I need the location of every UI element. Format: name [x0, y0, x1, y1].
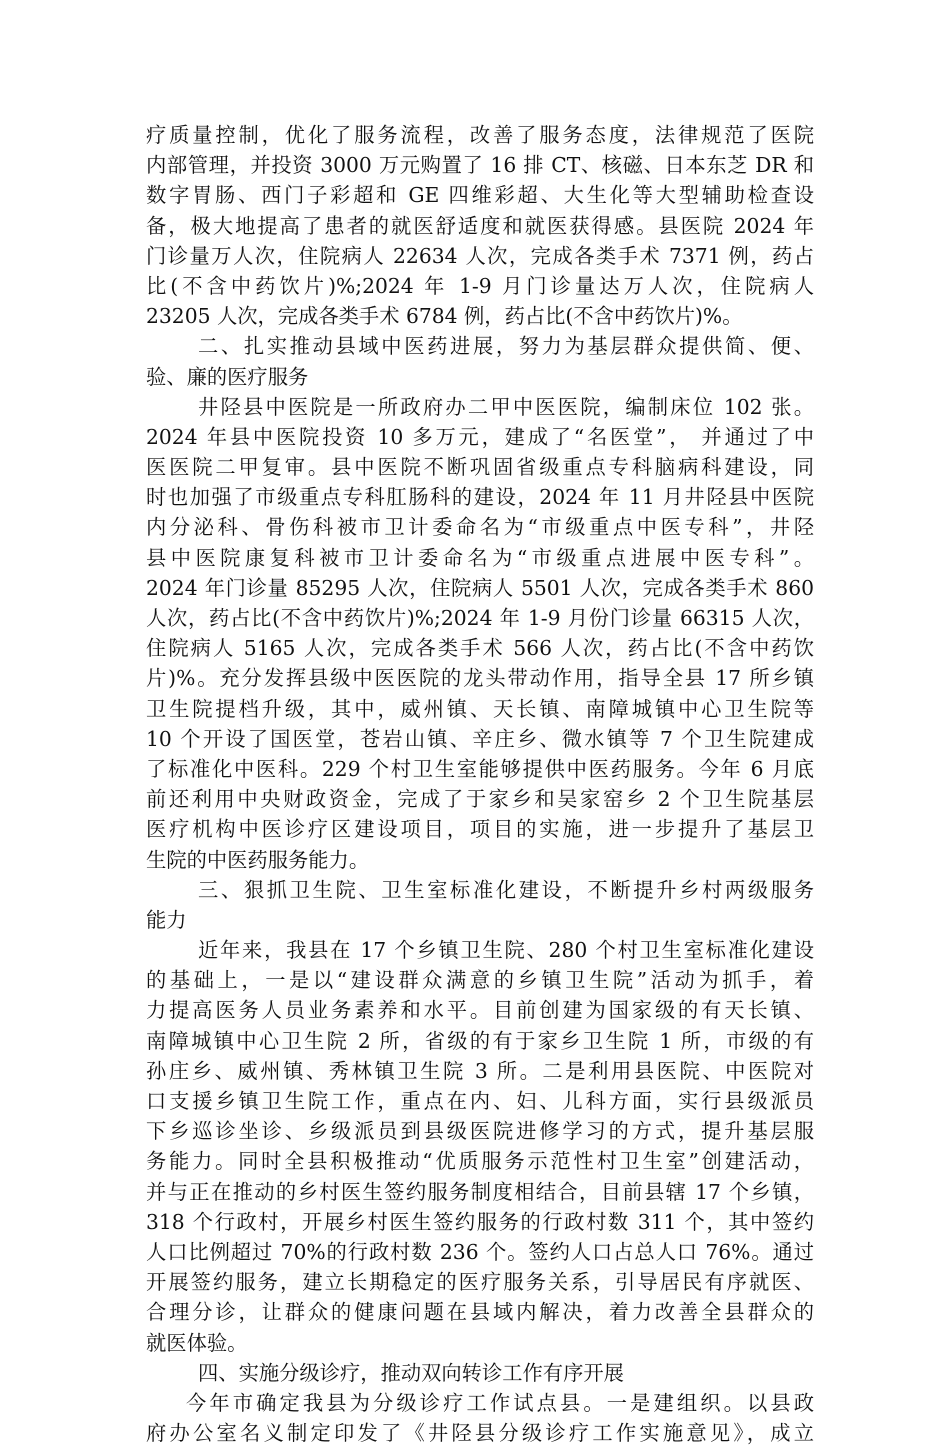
- text-line: 下乡巡诊坐诊、乡级派员到县级医院进修学习的方式，提升基层服: [146, 1119, 814, 1144]
- text-line: 23205 人次，完成各类手术 6784 例，药占比(不含中药饮片)%。: [146, 304, 743, 329]
- text-line: 了标准化中医科。229 个村卫生室能够提供中医药服务。今年 6 月底: [146, 756, 814, 781]
- heading-line: 三、狠抓卫生院、卫生室标准化建设，不断提升乡村两级服务: [198, 877, 814, 902]
- text-line: 10 个开设了国医堂，苍岩山镇、辛庄乡、微水镇等 7 个卫生院建成: [146, 726, 814, 751]
- text-line: 备，极大地提高了患者的就医舒适度和就医获得感。县医院 2024 年: [146, 213, 814, 238]
- text-line: 片)%。充分发挥县级中医医院的龙头带动作用，指导全县 17 所乡镇: [146, 666, 814, 691]
- text-line: 前还利用中央财政资金，完成了于家乡和吴家窑乡 2 个卫生院基层: [146, 787, 814, 812]
- text-line: 比(不含中药饮片)%;2024 年 1-9 月门诊量达万人次，住院病人: [146, 273, 814, 298]
- tcm-hospital-paragraph: [146, 392, 814, 875]
- text-line: 318 个行政村，开展乡村医生签约服务的行政村数 311 个，其中签约: [146, 1209, 814, 1234]
- text-line: 疗质量控制，优化了服务流程，改善了服务态度，法律规范了医院: [146, 123, 814, 147]
- standardization-paragraph: [146, 935, 814, 1358]
- heading-line: 四、实施分级诊疗，推动双向转诊工作有序开展: [198, 1360, 624, 1385]
- heading-line: 验、廉的医疗服务: [146, 364, 309, 389]
- text-line: 并与正在推动的乡村医生签约服务制度相结合，目前县辖 17 个乡镇，: [146, 1179, 814, 1204]
- tiered-diagnosis-paragraph: [146, 1388, 814, 1448]
- text-line: 住院病人 5165 人次，完成各类手术 566 人次，药占比(不含中药饮: [146, 636, 814, 661]
- text-line: 府办公室名义制定印发了《井陉县分级诊疗工作实施意见》，成立: [146, 1421, 814, 1446]
- section-heading-2: [146, 331, 814, 391]
- text-line: 开展签约服务，建立长期稳定的医疗服务关系，引导居民有序就医、: [146, 1270, 814, 1295]
- text-line: 口支援乡镇卫生院工作，重点在内、妇、儿科方面，实行县级派员: [146, 1089, 814, 1113]
- text-line: 内部管理，并投资 3000 万元购置了 16 排 CT、核磁、日本东芝 DR 和: [146, 153, 814, 178]
- text-line: 的基础上，一是以“建设群众满意的乡镇卫生院”活动为抓手，着: [146, 968, 814, 993]
- text-line: 力提高医务人员业务素养和水平。目前创建为国家级的有天长镇、: [146, 998, 814, 1023]
- text-line: 门诊量万人次，住院病人 22634 人次，完成各类手术 7371 例，药占: [146, 243, 814, 268]
- text-line: 时也加强了市级重点专科肛肠科的建设，2024 年 11 月井陉县中医院: [146, 485, 814, 510]
- continued-paragraph: [146, 120, 814, 331]
- text-line: 2024 年门诊量 85295 人次，住院病人 5501 人次，完成各类手术 860: [146, 575, 814, 600]
- text-line: 内分泌科、骨伤科被市卫计委命名为“市级重点中医专科”，井陉: [146, 515, 814, 540]
- text-line: 生院的中医药服务能力。: [146, 847, 370, 872]
- text-line: 合理分诊，让群众的健康问题在县域内解决，着力改善全县群众的: [146, 1300, 814, 1325]
- text-line: 卫生院提档升级，其中，威州镇、天长镇、南障城镇中心卫生院等: [146, 696, 814, 721]
- text-line: 医疗机构中医诊疗区建设项目，项目的实施，进一步提升了基层卫: [146, 817, 814, 842]
- heading-line: 二、扎实推动县域中医药进展，努力为基层群众提供简、便、: [198, 334, 814, 359]
- text-line: 孙庄乡、威州镇、秀林镇卫生院 3 所。二是利用县医院、中医院对: [146, 1058, 814, 1083]
- text-line: 人次，药占比(不含中药饮片)%;2024 年 1-9 月份门诊量 66315 人次，: [146, 606, 814, 630]
- text-line: 井陉县中医院是一所政府办二甲中医医院，编制床位 102 张。: [198, 394, 814, 419]
- text-line: 就医体验。: [146, 1330, 248, 1355]
- text-line: 近年来，我县在 17 个乡镇卫生院、280 个村卫生室标准化建设: [198, 938, 814, 963]
- text-line: 医医院二甲复审。县中医院不断巩固省级重点专科脑病科建设，同: [146, 455, 814, 480]
- text-line: 2024 年县中医院投资 10 多万元，建成了“名医堂”， 并通过了中: [146, 424, 814, 449]
- document-page: [146, 120, 814, 1448]
- text-line: 县中医院康复科被市卫计委命名为“市级重点进展中医专科”。: [146, 545, 814, 570]
- text-line: 南障城镇中心卫生院 2 所，省级的有于家乡卫生院 1 所，市级的有: [146, 1028, 814, 1053]
- heading-line: 能力: [146, 907, 187, 932]
- text-line: 人口比例超过 70%的行政村数 236 个。签约人口占总人口 76%。通过: [146, 1239, 814, 1264]
- text-line: 数字胃肠、西门子彩超和 GE 四维彩超、大生化等大型辅助检查设: [146, 183, 814, 208]
- section-heading-3: [146, 875, 814, 935]
- section-heading-4: [146, 1358, 814, 1388]
- text-line: 务能力。同时全县积极推动“优质服务示范性村卫生室”创建活动，: [146, 1149, 814, 1174]
- text-line: 今年市确定我县为分级诊疗工作试点县。一是建组织。以县政: [186, 1390, 814, 1415]
